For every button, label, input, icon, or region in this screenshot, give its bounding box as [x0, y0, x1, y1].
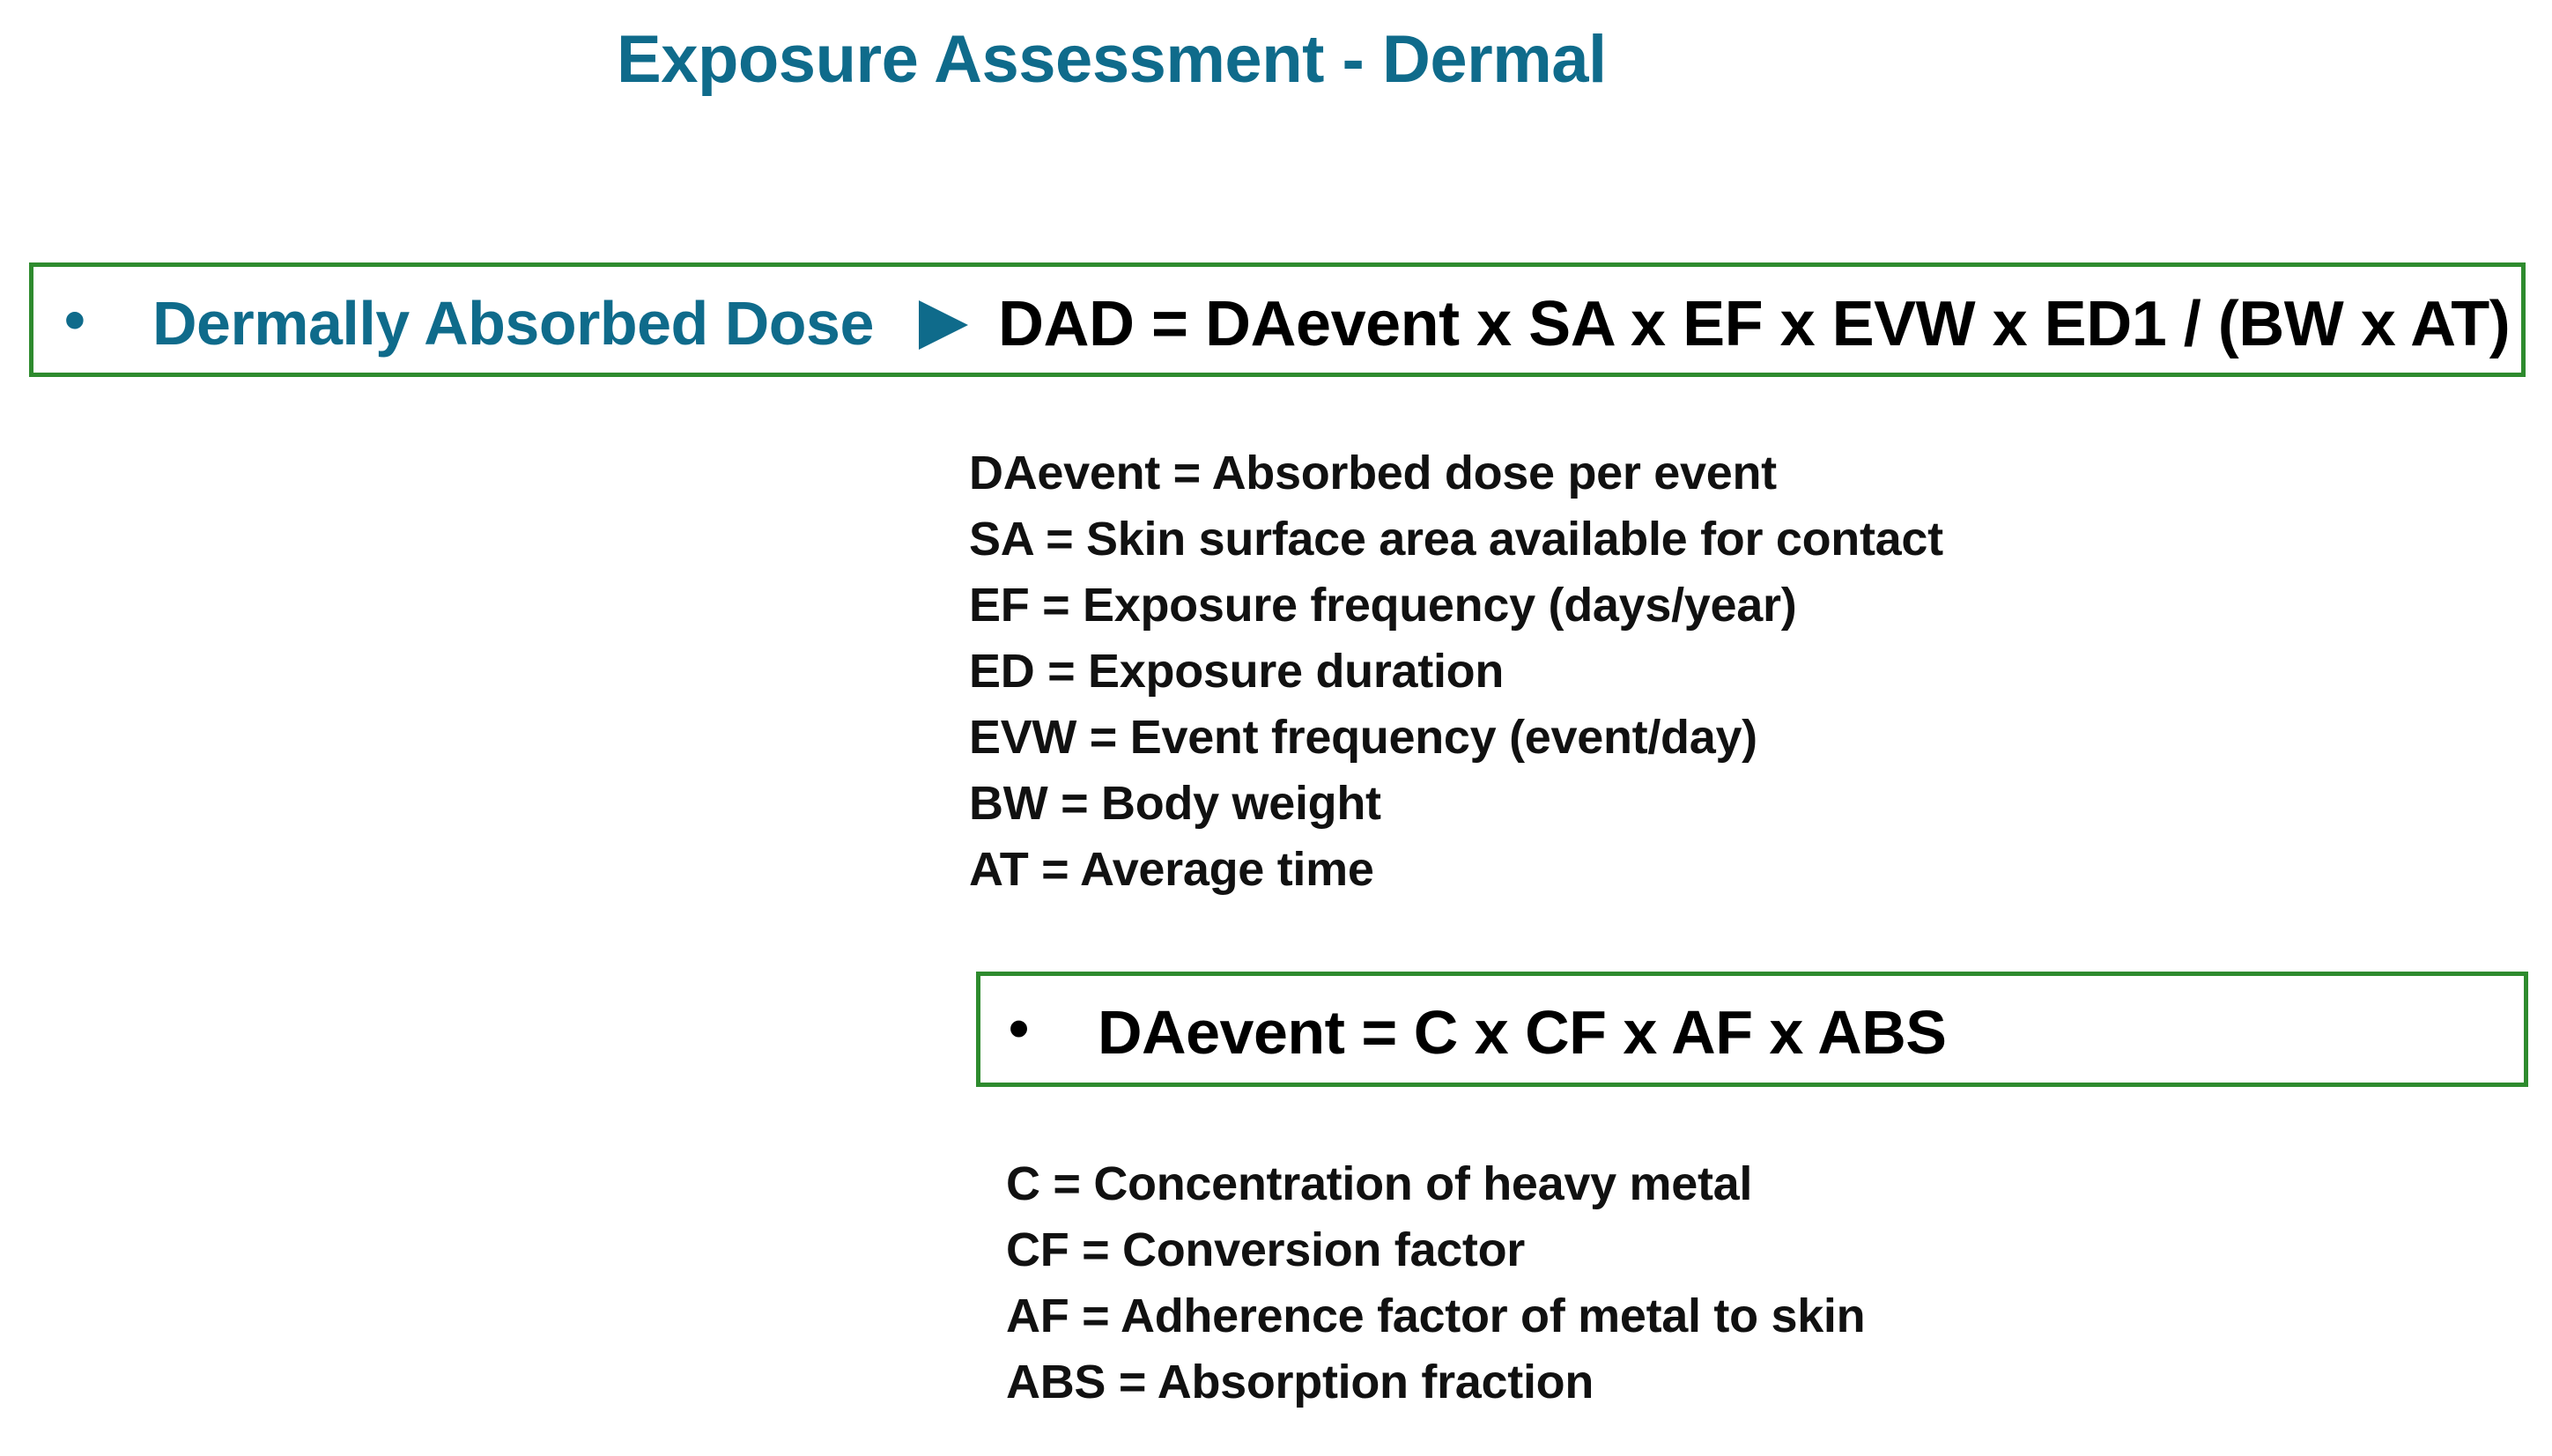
definition-abs: ABS = Absorption fraction	[1006, 1356, 1594, 1408]
definition-evw: EVW = Event frequency (event/day)	[969, 711, 1757, 764]
bullet-icon: •	[1009, 995, 1030, 1061]
definition-bw: BW = Body weight	[969, 777, 1381, 830]
variable-definitions	[969, 440, 1943, 903]
definition-daevent: DAevent = Absorbed dose per event	[969, 447, 1777, 499]
definition-ef: EF = Exposure frequency (days/year)	[969, 579, 1797, 632]
definition-at: AT = Average time	[969, 843, 1374, 896]
definition-af: AF = Adherence factor of metal to skin	[1006, 1290, 1866, 1342]
page-title: Exposure Assessment - Dermal	[617, 22, 1607, 97]
definition-sa: SA = Skin surface area available for contact	[969, 513, 1943, 565]
dad-equation: DAD = DAevent x SA x EF x EVW x ED1 / (BW x AT)	[998, 289, 2511, 359]
daevent-variable-definitions	[1006, 1151, 1865, 1415]
definition-cf: CF = Conversion factor	[1006, 1223, 1526, 1276]
daevent-equation: DAevent = C x CF x AF x ABS	[1098, 998, 1947, 1067]
dad-label: Dermally Absorbed Dose	[152, 289, 874, 358]
bullet-icon: •	[64, 286, 85, 353]
definition-ed: ED = Exposure duration	[969, 645, 1505, 698]
play-arrow-icon	[919, 300, 968, 350]
dad-formula-box	[29, 262, 2526, 377]
definition-c: C = Concentration of heavy metal	[1006, 1157, 1753, 1210]
daevent-formula-box	[976, 972, 2528, 1087]
